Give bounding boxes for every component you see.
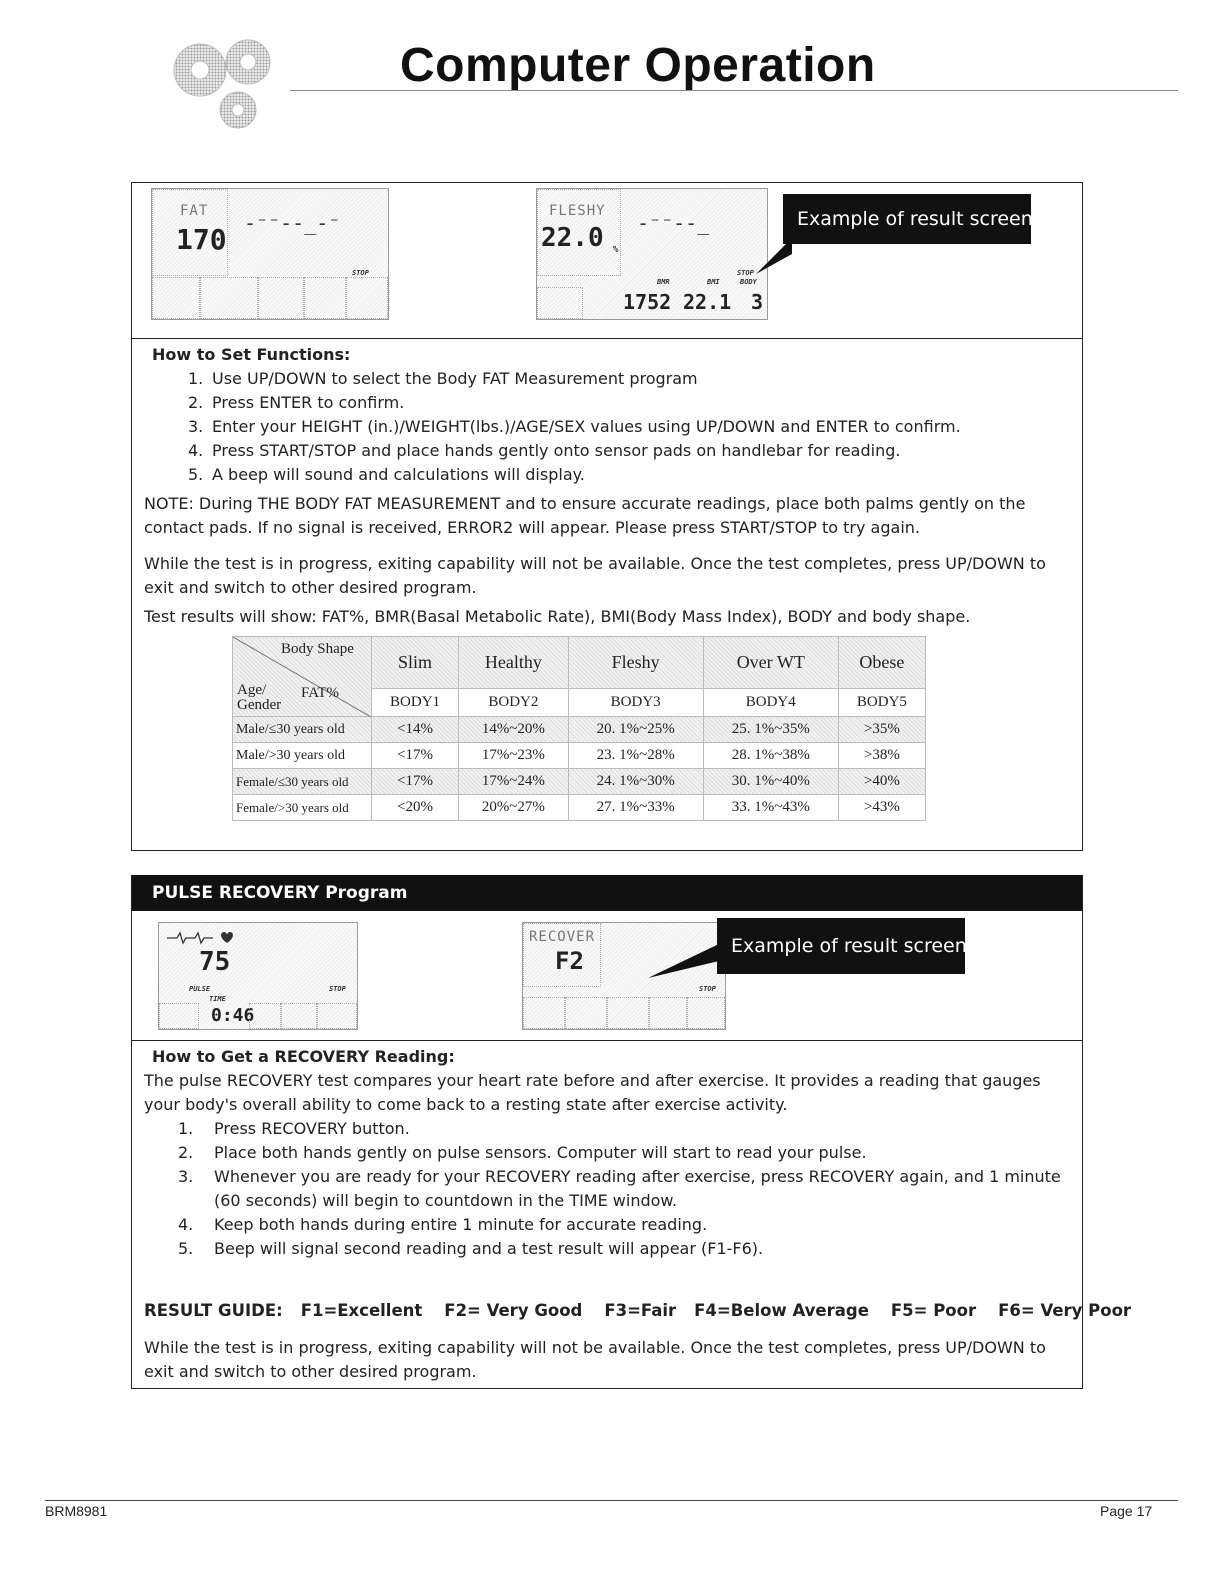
- table-cell: <17%: [372, 769, 459, 795]
- shape-healthy: Healthy: [459, 637, 568, 689]
- fleshy-result-screen: [536, 188, 768, 320]
- table-row: [233, 717, 926, 743]
- recovery-steps: [178, 1117, 1061, 1261]
- results-text: Test results will show: FAT%, BMR(Basal Metabolic Rate), BMI(Body Mass Index), BODY and body shape.: [144, 607, 971, 626]
- table-cell: 14%~20%: [459, 717, 568, 743]
- table-cell: 20. 1%~25%: [568, 717, 703, 743]
- bmr-value: 1752: [623, 290, 672, 314]
- table-cell: >35%: [838, 717, 925, 743]
- set-functions-steps: [188, 367, 961, 487]
- stop-indicator: STOP: [329, 985, 346, 993]
- body-5: BODY5: [838, 689, 925, 717]
- callout-pointer: [648, 942, 723, 980]
- table-cell: 30. 1%~40%: [703, 769, 838, 795]
- recovery-heading: How to Get a RECOVERY Reading:: [152, 1047, 455, 1066]
- result-screen-callout: Example of result screen: [717, 918, 965, 974]
- body-label: BODY: [740, 278, 757, 286]
- title-rule: [290, 90, 1178, 91]
- table-row: [233, 795, 926, 821]
- body-2: BODY2: [459, 689, 568, 717]
- corner-body-shape: Body Shape: [281, 641, 354, 657]
- time-value: 0:46: [211, 1005, 255, 1026]
- row-label: Male/>30 years old: [233, 743, 372, 769]
- table-cell: >40%: [838, 769, 925, 795]
- profile-dashes: -⁻⁻--_-⁻: [244, 211, 341, 235]
- list-item: 2. Place both hands gently on pulse sensors. Computer will start to read your pulse.: [178, 1143, 867, 1162]
- model-number: BRM8981: [45, 1503, 108, 1519]
- note-text: NOTE: During THE BODY FAT MEASUREMENT and to ensure accurate readings, place both palms gently on the contact pads. If no signal is received, ERROR2 will appear. Please press START/STOP to try again.: [144, 494, 1026, 537]
- list-item: 1. Use UP/DOWN to select the Body FAT Measurement program: [188, 369, 698, 388]
- list-item: 5. Beep will signal second reading and a test result will appear (F1-F6).: [178, 1239, 764, 1258]
- table-row: [233, 743, 926, 769]
- list-item: 1. Press RECOVERY button.: [178, 1119, 410, 1138]
- row-label: Female/>30 years old: [233, 795, 372, 821]
- shape-slim: Slim: [372, 637, 459, 689]
- result-screen-callout: Example of result screen: [783, 194, 1031, 244]
- page-number: Page 17: [1100, 1503, 1153, 1519]
- table-cell: <20%: [372, 795, 459, 821]
- list-item: 4. Keep both hands during entire 1 minute for accurate reading.: [178, 1215, 708, 1234]
- set-functions-heading: How to Set Functions:: [152, 345, 351, 364]
- exit-text: While the test is in progress, exiting capability will not be available. Once the test completes, press UP/DOWN to exit and switch to other desired program.: [144, 554, 1046, 597]
- table-cell: 17%~24%: [459, 769, 568, 795]
- row-label: Male/≤30 years old: [233, 717, 372, 743]
- fat-label: FAT: [180, 203, 209, 219]
- shape-over-wt: Over WT: [703, 637, 838, 689]
- stop-indicator: STOP: [737, 269, 754, 277]
- table-row: [233, 769, 926, 795]
- table-cell: >43%: [838, 795, 925, 821]
- percent-unit: %: [613, 245, 619, 255]
- stop-indicator: STOP: [352, 269, 369, 277]
- table-cell: <14%: [372, 717, 459, 743]
- list-item: 4. Press START/STOP and place hands gently onto sensor pads on handlebar for reading.: [188, 441, 901, 460]
- pulse-recovery-band: PULSE RECOVERY Program: [132, 875, 1082, 911]
- body-1: BODY1: [372, 689, 459, 717]
- section-divider: [132, 1040, 1082, 1041]
- recovery-intro: The pulse RECOVERY test compares your heart rate before and after exercise. It provides a reading that gauges your body's overall ability to come back to a resting state after exercise activity.: [144, 1071, 1041, 1114]
- stop-indicator: STOP: [699, 985, 716, 993]
- table-cell: 24. 1%~30%: [568, 769, 703, 795]
- fleshy-label: FLESHY: [549, 203, 606, 219]
- shape-obese: Obese: [838, 637, 925, 689]
- list-item: 3. Whenever you are ready for your RECOVERY reading after exercise, press RECOVERY again, and 1 minute: [178, 1167, 1061, 1186]
- pulse-wave-icon: [167, 931, 233, 945]
- table-cell: 20%~27%: [459, 795, 568, 821]
- corner-fat: FAT%: [301, 685, 340, 701]
- callout-pointer: [756, 238, 792, 278]
- footer-rule: [45, 1500, 1178, 1501]
- fleshy-value: 22.0: [541, 223, 604, 253]
- recovery-exit-text: While the test is in progress, exiting capability will not be available. Once the test completes, press UP/DOWN to exit and switch to other desired program.: [144, 1338, 1046, 1381]
- pulse-label: PULSE: [189, 985, 211, 993]
- list-item-continuation: (60 seconds) will begin to countdown in the TIME window.: [214, 1191, 678, 1210]
- pulse-value: 75: [199, 947, 231, 977]
- pulse-screen: [158, 922, 358, 1030]
- recovery-value: F2: [555, 947, 584, 975]
- list-item: 5. A beep will sound and calculations will display.: [188, 465, 585, 484]
- body-4: BODY4: [703, 689, 838, 717]
- table-cell: 27. 1%~33%: [568, 795, 703, 821]
- profile-dashes: -⁻⁻--_: [637, 211, 710, 235]
- shape-fleshy: Fleshy: [568, 637, 703, 689]
- section-divider: [132, 338, 1082, 339]
- time-label: TIME: [209, 995, 226, 1003]
- corner-age-gender: Age/ Gender: [237, 682, 282, 713]
- list-item: 3. Enter your HEIGHT (in.)/WEIGHT(lbs.)/AGE/SEX values using UP/DOWN and ENTER to confirm.: [188, 417, 961, 436]
- row-label: Female/≤30 years old: [233, 769, 372, 795]
- fat-value: 170: [176, 223, 227, 256]
- body-3: BODY3: [568, 689, 703, 717]
- table-cell: 17%~23%: [459, 743, 568, 769]
- table-cell: <17%: [372, 743, 459, 769]
- bmr-label: BMR: [657, 278, 670, 286]
- body-shape-table: [232, 636, 926, 821]
- list-item: 2. Press ENTER to confirm.: [188, 393, 405, 412]
- table-cell: 23. 1%~28%: [568, 743, 703, 769]
- table-cell: >38%: [838, 743, 925, 769]
- table-cell: 33. 1%~43%: [703, 795, 838, 821]
- fat-result-screen: [151, 188, 389, 320]
- body-value: 3: [751, 290, 764, 314]
- table-row: [233, 637, 926, 689]
- bmi-value: 22.1: [683, 290, 732, 314]
- table-cell: 28. 1%~38%: [703, 743, 838, 769]
- bmi-label: BMI: [707, 278, 720, 286]
- page-title: Computer Operation: [400, 39, 876, 92]
- result-guide: RESULT GUIDE: F1=Excellent F2= Very Good F3=Fair F4=Below Average F5= Poor F6= Very Poor: [144, 1301, 1132, 1320]
- table-corner: [233, 637, 372, 717]
- recover-label: RECOVER: [529, 929, 596, 945]
- gears-icon: [160, 20, 290, 145]
- table-cell: 25. 1%~35%: [703, 717, 838, 743]
